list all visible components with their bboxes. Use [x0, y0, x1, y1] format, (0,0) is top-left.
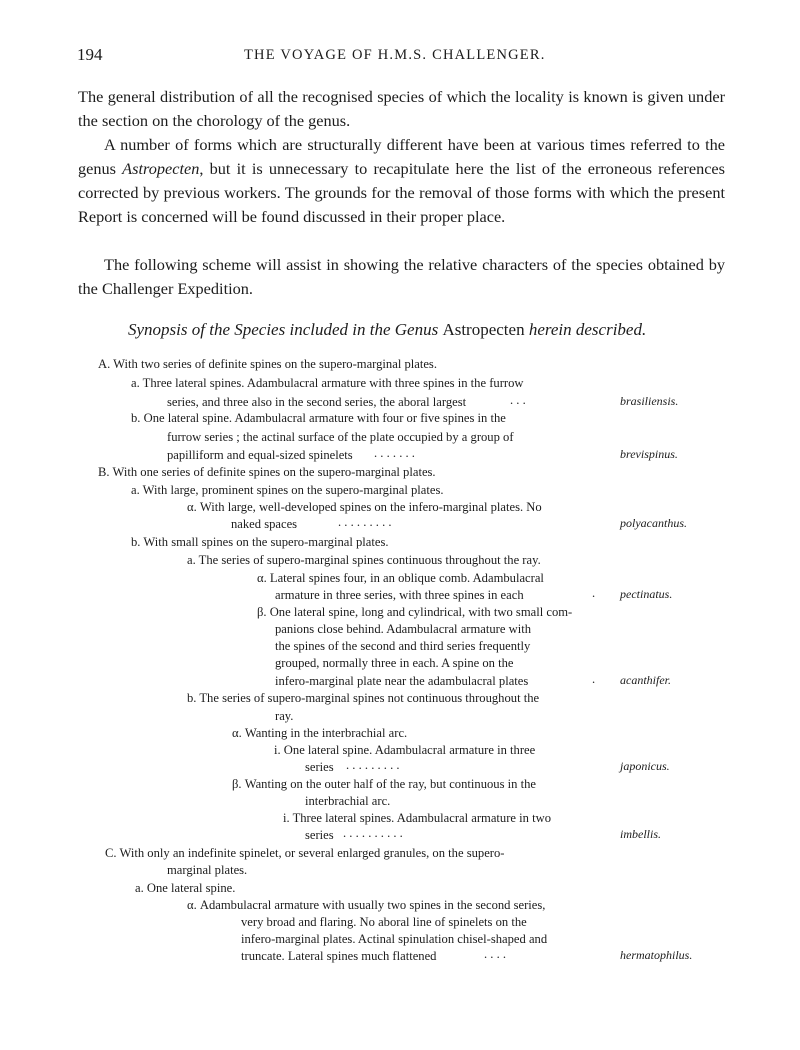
species-name: imbellis.: [620, 827, 661, 841]
dot-leader: .: [592, 672, 596, 686]
key-line: naked spaces: [231, 517, 298, 531]
key-line: β. One lateral spine, long and cylindrical, with two small com-: [257, 605, 573, 619]
key-line: b. The series of supero-marginal spines not continuous throughout the: [187, 691, 540, 705]
key-line: α. Lateral spines four, in an oblique comb. Adambulacral: [257, 571, 544, 585]
key-line: a. With large, prominent spines on the supero-marginal plates.: [131, 483, 444, 497]
dot-leader: . . . . . . . . .: [346, 758, 400, 772]
key-line: truncate. Lateral spines much flattened: [241, 949, 437, 963]
paragraph-distribution: [78, 85, 725, 133]
species-name: brasiliensis.: [620, 394, 679, 408]
dot-leader: . . . . . . . . . .: [343, 826, 403, 840]
key-line: papilliform and equal-sized spinelets: [167, 448, 353, 462]
key-line: very broad and flaring. No aboral line of spinelets on the: [241, 915, 527, 929]
key-line: infero-marginal plate near the adambulacral plates: [275, 674, 529, 688]
page-number: 194: [77, 45, 103, 64]
paragraph-forms: [78, 133, 725, 229]
key-line: infero-marginal plates. Actinal spinulation chisel-shaped and: [241, 932, 548, 946]
key-line: ray.: [275, 709, 294, 723]
species-name: brevispinus.: [620, 447, 678, 461]
species-name: pectinatus.: [620, 587, 673, 601]
key-line: grouped, normally three in each. A spine on the: [275, 656, 514, 670]
species-name: hermatophilus.: [620, 948, 693, 962]
key-line: a. Three lateral spines. Adambulacral armature with three spines in the furrow: [131, 376, 524, 390]
paragraph-text: The general distribution of all the recognised species of which the locality is known is given under the section on the chorology of the genus.: [78, 87, 725, 130]
key-line: α. Wanting in the interbrachial arc.: [232, 726, 408, 740]
key-line: interbrachial arc.: [305, 794, 391, 808]
synopsis-title: Synopsis of the Species included in the Genus Astropecten herein described.: [128, 320, 647, 339]
key-line: A. With two series of definite spines on the supero-marginal plates.: [98, 357, 437, 371]
running-title: THE VOYAGE OF H.M.S. CHALLENGER.: [244, 47, 546, 63]
paragraph-text: The following scheme will assist in showing the relative characters of the species obtained by the Challenger Expedition.: [78, 255, 725, 298]
dot-leader: . . . . . . . . .: [338, 515, 392, 529]
key-line: b. With small spines on the supero-marginal plates.: [131, 535, 389, 549]
key-line: b. One lateral spine. Adambulacral armature with four or five spines in the: [131, 411, 506, 425]
key-line: furrow series ; the actinal surface of the plate occupied by a group of: [167, 430, 514, 444]
key-line: series: [305, 760, 334, 774]
paragraph-text: A number of forms which are structurally different have been at various times referred to the genus: [78, 135, 725, 178]
species-name: acanthifer.: [620, 673, 671, 687]
key-line: armature in three series, with three spines in each: [275, 588, 524, 602]
key-line: marginal plates.: [167, 863, 248, 877]
key-line: α. With large, well-developed spines on the infero-marginal plates. No: [187, 500, 542, 514]
synopsis-genus: Astropecten: [442, 320, 525, 339]
key-line: the spines of the second and third series frequently: [275, 639, 531, 653]
key-line: panions close behind. Adambulacral armature with: [275, 622, 531, 636]
paragraph-text: , but it is unnecessary to recapitulate here the list of the erroneous references corrected by previous workers. The grounds for the removal of those forms with which the present Report is concerned will be found discussed in their proper place.: [78, 159, 725, 226]
dot-leader: .: [592, 586, 596, 600]
paragraph-scheme: [78, 253, 725, 301]
key-line: i. Three lateral spines. Adambulacral armature in two: [283, 811, 551, 825]
key-line: a. The series of supero-marginal spines continuous throughout the ray.: [187, 553, 541, 567]
key-line: B. With one series of definite spines on the supero-marginal plates.: [98, 465, 436, 479]
key-line: C. With only an indefinite spinelet, or several enlarged granules, on the supero-: [105, 846, 505, 860]
species-name: polyacanthus.: [620, 516, 687, 530]
species-name: japonicus.: [620, 759, 670, 773]
dot-leader: . . .: [510, 393, 526, 407]
key-line: i. One lateral spine. Adambulacral armature in three: [274, 743, 536, 757]
key-line: series: [305, 828, 334, 842]
key-line: a. One lateral spine.: [135, 881, 236, 895]
genus-name: Astropecten: [122, 159, 200, 178]
key-line: series, and three also in the second series, the aboral largest: [167, 395, 467, 409]
key-line: β. Wanting on the outer half of the ray, but continuous in the: [232, 777, 536, 791]
dot-leader: . . . . . . .: [374, 446, 415, 460]
dot-leader: . . . .: [484, 947, 507, 961]
key-line: α. Adambulacral armature with usually two spines in the second series,: [187, 898, 546, 912]
